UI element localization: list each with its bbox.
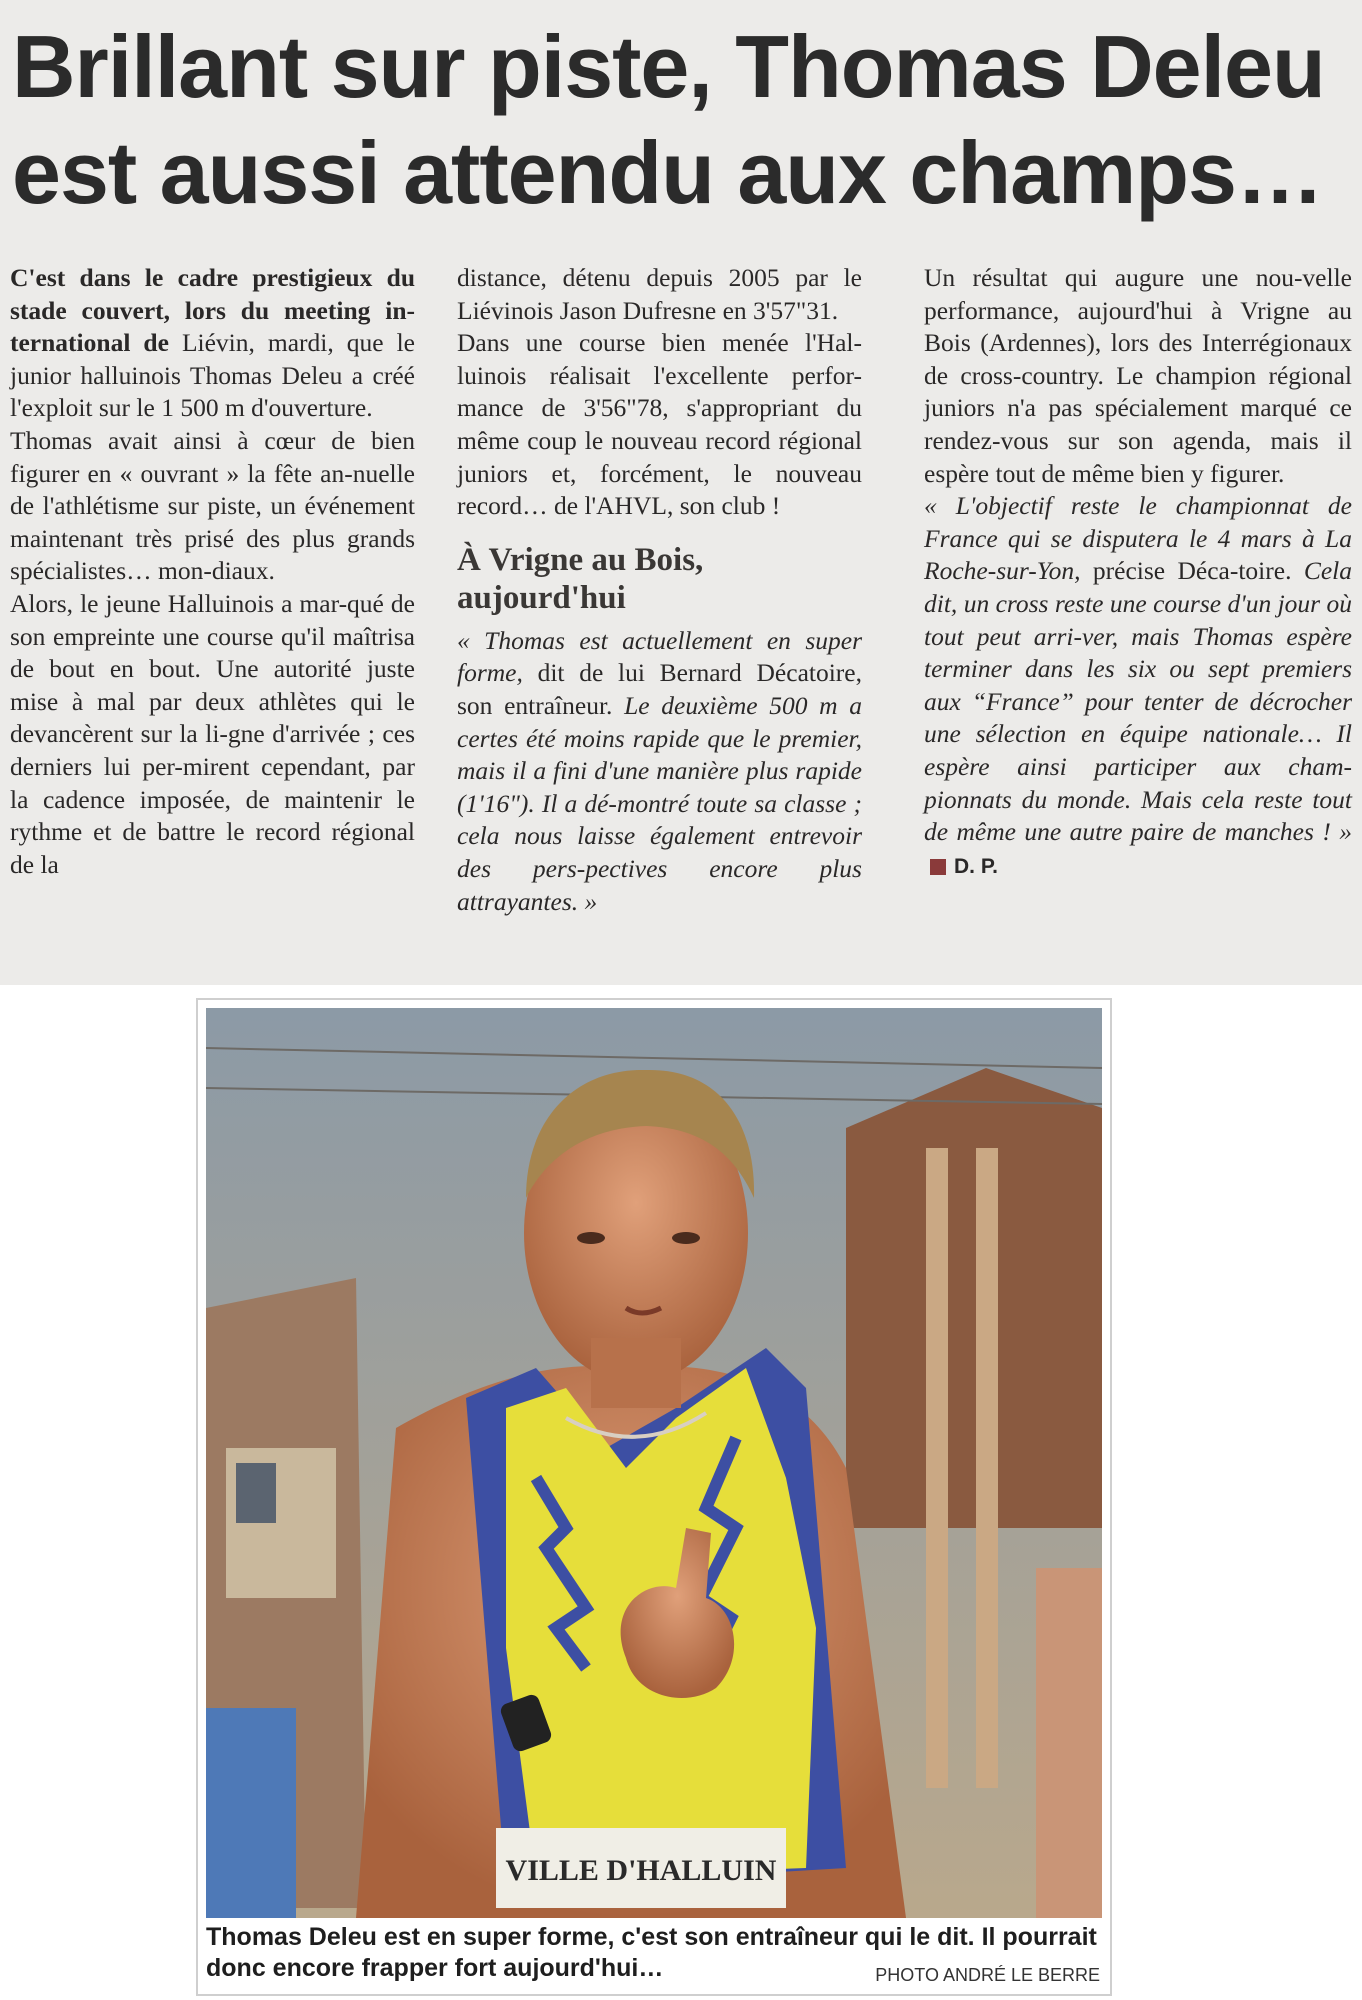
signature bbox=[924, 850, 998, 879]
quote-paragraph bbox=[457, 625, 862, 918]
author-initials: D. P. bbox=[954, 854, 998, 878]
paragraph: Alors, le jeune Halluinois a mar-qué de son empreinte une course qu'il maîtrisa de bout en bout. Une autorité juste mise à mal par deux athlètes qui le devancèrent sur la li-gne d'arrivée ; ces derniers lui per-mirent cependant, par la cadence imposée, de maintenir le rythme et de battre le record régional de la bbox=[10, 588, 415, 879]
paragraph: Un résultat qui augure une nou-velle performance, aujourd'hui à Vrigne au Bois (Ardennes), lors des Interrégionaux de cross-country. Le champion régional juniors n'a pas spécialement marqué ce rendez-vous sur son agenda, mais il espère tout de même bien y figurer. bbox=[924, 263, 1352, 488]
column-2 bbox=[457, 262, 862, 918]
signature-square-icon bbox=[930, 859, 946, 875]
attribution-text: précise Déca-toire. bbox=[1080, 556, 1304, 586]
article bbox=[0, 0, 1362, 985]
runner-photo bbox=[206, 1008, 1102, 1918]
paragraph: distance, détenu depuis 2005 par le Liévinois Jason Dufresne en 3'57"31. bbox=[457, 263, 862, 325]
quote-text: Cela dit, un cross reste une course d'un jour où tout peut arri-ver, mais Thomas espère terminer dans les six ou sept premiers aux “France” pour tenter de décrocher une sélection en équipe nationale… Il espère ainsi participer aux cham-pionnats du monde. Mais cela reste tout de même une autre paire de manches ! » bbox=[924, 556, 1352, 847]
quote-text: « L'objectif reste le championnat de France qui se disputera le 4 mars à La Roche-sur-Yon, bbox=[924, 491, 1352, 586]
photo-frame bbox=[196, 998, 1112, 1996]
column-1 bbox=[10, 262, 415, 881]
paragraph bbox=[10, 262, 415, 425]
quote-text: « Thomas est actuellement en super forme, bbox=[457, 625, 862, 688]
photo-credit: PHOTO ANDRÉ LE BERRE bbox=[875, 1965, 1100, 1985]
quote-text: Le deuxième 500 m a certes été moins rapide que le premier, mais il a fini d'une manière plus rapide (1'16"). Il a dé-montré toute sa classe ; cela nous laisse également entrevoir des pers-pectives encore plus attrayantes. » bbox=[457, 690, 862, 916]
headline-line-2: est aussi attendu aux champs… bbox=[12, 123, 1323, 222]
paragraph: Thomas avait ainsi à cœur de bien figurer en « ouvrant » la fête an-nuelle de l'athlétisme sur piste, un événement maintenant très prisé des plus grands spécialistes… mon-diaux. bbox=[10, 425, 415, 586]
bib-text: VILLE D'HALLUIN bbox=[505, 1854, 777, 1887]
column-3 bbox=[924, 262, 1352, 883]
photo-caption: Thomas Deleu est en super forme, c'est son entraîneur qui le dit. Il pourrait donc encore frapper fort aujourd'hui… bbox=[206, 1923, 1097, 1982]
subheading: À Vrigne au Bois, aujourd'hui bbox=[457, 541, 704, 616]
headline-line-1: Brillant sur piste, Thomas Deleu bbox=[12, 17, 1325, 116]
lead-in: C'est dans le cadre prestigieux du stade couvert, lors du meeting in-ternational de bbox=[10, 263, 415, 358]
attribution-text: dit de lui Bernard Décatoire, son entraîneur. bbox=[457, 658, 862, 720]
quote-paragraph bbox=[924, 490, 1352, 883]
headline bbox=[12, 14, 1342, 226]
paragraph-text: Liévin, mardi, que le junior halluinois Thomas Deleu a créé l'exploit sur le 1 500 m d'ouverture. bbox=[10, 328, 415, 423]
paragraph: Dans une course bien menée l'Hal-luinois réalisait l'excellente perfor-mance de 3'56"78, s'appropriant du même coup le nouveau record régional juniors et, forcément, le nouveau record… de l'AHVL, son club ! bbox=[457, 328, 862, 521]
